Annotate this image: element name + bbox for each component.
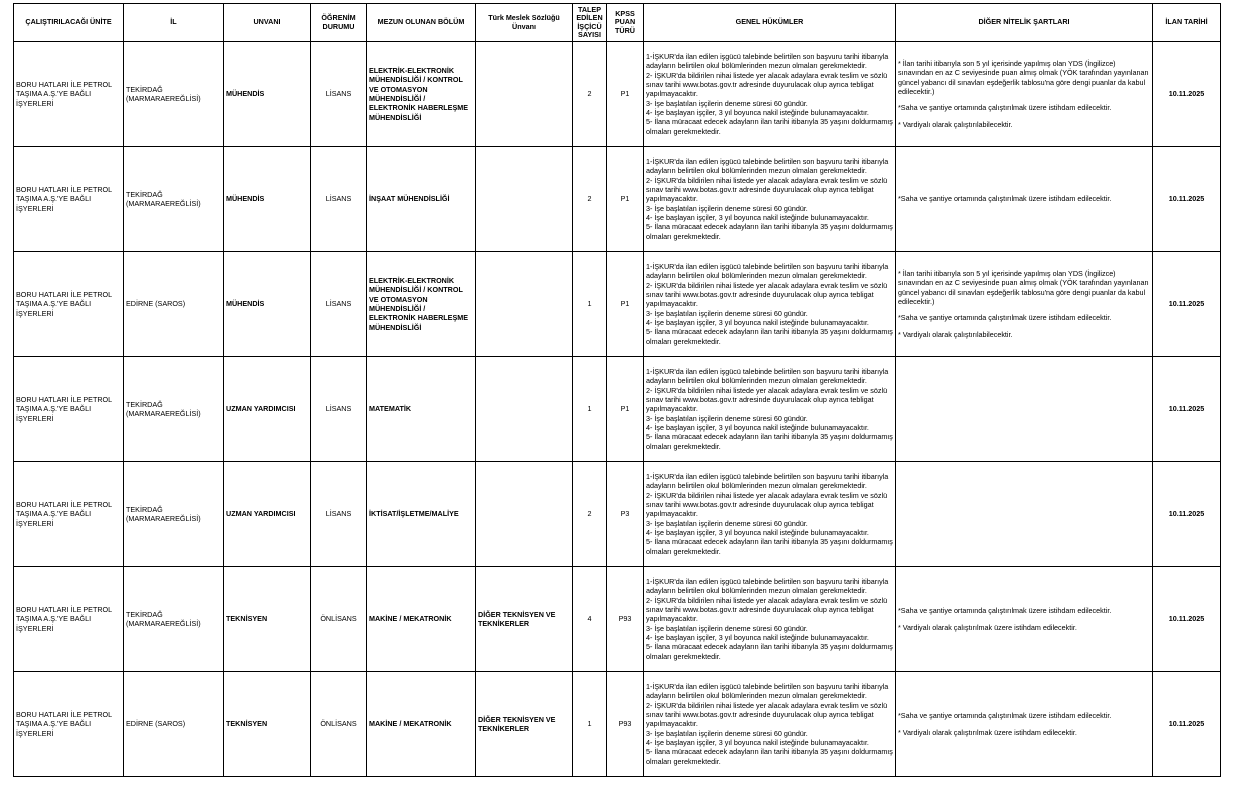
cell-kpss: P3: [607, 462, 644, 567]
general-rule: 1-İŞKUR'da ilan edilen işgücü talebinde belirtilen son başvuru tarihi itibarıyla adayların belirtilen okul bölümlerinden mezun olmaları gerekmektedir.: [646, 52, 889, 71]
general-rule: 4- İşe başlayan işçiler, 3 yıl boyunca nakil isteğinde bulunamayacaktır.: [646, 107, 869, 117]
general-rule: 2- İŞKUR'da bildirilen nihai listede yer alacak adaylara evrak teslim ve sözlü sınav tarihi www.botas.gov.tr adresinde duyurulacak olup ayrıca tebligat yapılmayacaktır.: [646, 490, 888, 519]
general-rule: 3- İşe başlatılan işçilerin deneme süresi 60 gündür.: [646, 308, 808, 318]
cell-education: LİSANS: [311, 462, 367, 567]
header-province: İL: [124, 4, 224, 42]
cell-profession: [476, 357, 573, 462]
table-row: [14, 252, 1221, 357]
header-profession: Türk Meslek Sözlüğü Ünvanı: [476, 4, 573, 42]
other-requirement: * Vardiyalı olarak çalıştırılmak üzere istihdam edilecektir.: [898, 622, 1077, 632]
table-row: [14, 42, 1221, 147]
general-rule: 5- İlana müracaat edecek adayların ilan tarihi itibarıyla 35 yaşını doldurmamış olmaları gerekmektedir.: [646, 327, 893, 346]
cell-demand: 2: [573, 462, 607, 567]
general-rule: 4- İşe başlayan işçiler, 3 yıl boyunca nakil isteğinde bulunamayacaktır.: [646, 737, 869, 747]
header-row: [14, 4, 1221, 42]
general-rule: 5- İlana müracaat edecek adayların ilan tarihi itibarıyla 35 yaşını doldurmamış olmaları gerekmektedir.: [646, 642, 893, 661]
cell-department: İKTİSAT/İŞLETME/MALİYE: [367, 462, 476, 567]
cell-kpss: P93: [607, 567, 644, 672]
cell-province: TEKİRDAĞ (MARMARAEREĞLİSİ): [124, 567, 224, 672]
cell-education: LİSANS: [311, 252, 367, 357]
cell-demand: 1: [573, 672, 607, 777]
cell-date: 10.11.2025: [1153, 252, 1221, 357]
job-listing-table: [13, 3, 1221, 777]
cell-demand: 4: [573, 567, 607, 672]
cell-title: UZMAN YARDIMCISI: [224, 462, 311, 567]
general-rule: 3- İşe başlatılan işçilerin deneme süresi 60 gündür.: [646, 623, 808, 633]
general-rule: 5- İlana müracaat edecek adayların ilan tarihi itibarıyla 35 yaşını doldurmamış olmaları gerekmektedir.: [646, 537, 893, 556]
cell-title: MÜHENDİS: [224, 252, 311, 357]
other-requirement: *Saha ve şantiye ortamında çalıştırılmak üzere istihdam edilecektir.: [898, 313, 1112, 323]
header-title: UNVANI: [224, 4, 311, 42]
general-rule: 1-İŞKUR'da ilan edilen işgücü talebinde belirtilen son başvuru tarihi itibarıyla adayların belirtilen okul bölümlerinden mezun olmaları gerekmektedir.: [646, 367, 889, 386]
cell-education: LİSANS: [311, 357, 367, 462]
cell-demand: 2: [573, 147, 607, 252]
cell-profession: [476, 147, 573, 252]
cell-other-requirements: [896, 42, 1153, 147]
cell-date: 10.11.2025: [1153, 357, 1221, 462]
other-requirement: *Saha ve şantiye ortamında çalıştırılmak üzere istihdam edilecektir.: [898, 606, 1112, 616]
cell-date: 10.11.2025: [1153, 147, 1221, 252]
cell-education: LİSANS: [311, 147, 367, 252]
cell-unit: BORU HATLARI İLE PETROL TAŞIMA A.Ş.'YE BAĞLI İŞYERLERİ: [14, 42, 124, 147]
cell-department: MAKİNE / MEKATRONİK: [367, 567, 476, 672]
table-row: [14, 672, 1221, 777]
cell-title: TEKNİSYEN: [224, 672, 311, 777]
cell-kpss: P93: [607, 672, 644, 777]
cell-kpss: P1: [607, 252, 644, 357]
other-requirement: * Vardiyalı olarak çalıştırılmak üzere istihdam edilecektir.: [898, 727, 1077, 737]
general-rule: 3- İşe başlatılan işçilerin deneme süresi 60 gündür.: [646, 728, 808, 738]
cell-other-requirements: [896, 357, 1153, 462]
header-department: MEZUN OLUNAN BÖLÜM: [367, 4, 476, 42]
cell-demand: 1: [573, 357, 607, 462]
cell-kpss: P1: [607, 147, 644, 252]
cell-demand: 1: [573, 252, 607, 357]
header-education: ÖĞRENİM DURUMU: [311, 4, 367, 42]
header-demand: TALEP EDİLEN İŞÇİCÜ SAYISI: [573, 4, 607, 42]
cell-unit: BORU HATLARI İLE PETROL TAŞIMA A.Ş.'YE BAĞLI İŞYERLERİ: [14, 252, 124, 357]
other-requirement: * Vardiyalı olarak çalıştırılabilecektir.: [898, 119, 1013, 129]
cell-department: ELEKTRİK-ELEKTRONİK MÜHENDİSLİĞİ / KONTROL VE OTOMASYON MÜHENDİSLİĞİ / ELEKTRONİK HABERLEŞME MÜHENDİSLİĞİ: [367, 252, 476, 357]
general-rule: 2- İŞKUR'da bildirilen nihai listede yer alacak adaylara evrak teslim ve sözlü sınav tarihi www.botas.gov.tr adresinde duyurulacak olup ayrıca tebligat yapılmayacaktır.: [646, 280, 888, 309]
cell-department: MAKİNE / MEKATRONİK: [367, 672, 476, 777]
header-date: İLAN TARİHİ: [1153, 4, 1221, 42]
cell-department: İNŞAAT MÜHENDİSLİĞİ: [367, 147, 476, 252]
cell-profession: [476, 462, 573, 567]
cell-title: UZMAN YARDIMCISI: [224, 357, 311, 462]
other-requirement: * İlan tarihi itibarıyla son 5 yıl içerisinde yapılmış olan YDS (İngilizce) sınavından en az C seviyesinde puan almış olmak (YÖK tarafından yayınlanan güncel yabancı dil sınavları eşdeğerlik tablosu'na göre dengi puanlar da kabul edilecektir.): [898, 59, 1149, 96]
general-rule: 2- İŞKUR'da bildirilen nihai listede yer alacak adaylara evrak teslim ve sözlü sınav tarihi www.botas.gov.tr adresinde duyurulacak olup ayrıca tebligat yapılmayacaktır.: [646, 70, 888, 99]
cell-province: EDİRNE (SAROS): [124, 252, 224, 357]
cell-title: MÜHENDİS: [224, 42, 311, 147]
general-rule: 5- İlana müracaat edecek adayların ilan tarihi itibarıyla 35 yaşını doldurmamış olmaları gerekmektedir.: [646, 222, 893, 241]
general-rule: 3- İşe başlatılan işçilerin deneme süresi 60 gündür.: [646, 98, 808, 108]
cell-general-rules: [644, 252, 896, 357]
cell-unit: BORU HATLARI İLE PETROL TAŞIMA A.Ş.'YE BAĞLI İŞYERLERİ: [14, 147, 124, 252]
cell-demand: 2: [573, 42, 607, 147]
cell-education: ÖNLİSANS: [311, 567, 367, 672]
general-rule: 4- İşe başlayan işçiler, 3 yıl boyunca nakil isteğinde bulunamayacaktır.: [646, 317, 869, 327]
header-general: GENEL HÜKÜMLER: [644, 4, 896, 42]
general-rule: 2- İŞKUR'da bildirilen nihai listede yer alacak adaylara evrak teslim ve sözlü sınav tarihi www.botas.gov.tr adresinde duyurulacak olup ayrıca tebligat yapılmayacaktır.: [646, 595, 888, 624]
cell-general-rules: [644, 462, 896, 567]
cell-profession: [476, 252, 573, 357]
cell-province: TEKİRDAĞ (MARMARAEREĞLİSİ): [124, 357, 224, 462]
table-row: [14, 567, 1221, 672]
general-rule: 2- İŞKUR'da bildirilen nihai listede yer alacak adaylara evrak teslim ve sözlü sınav tarihi www.botas.gov.tr adresinde duyurulacak olup ayrıca tebligat yapılmayacaktır.: [646, 385, 888, 414]
general-rule: 1-İŞKUR'da ilan edilen işgücü talebinde belirtilen son başvuru tarihi itibarıyla adayların belirtilen okul bölümlerinden mezun olmaları gerekmektedir.: [646, 682, 889, 701]
general-rule: 5- İlana müracaat edecek adayların ilan tarihi itibarıyla 35 yaşını doldurmamış olmaları gerekmektedir.: [646, 432, 893, 451]
table-body: [14, 42, 1221, 777]
table-row: [14, 462, 1221, 567]
cell-date: 10.11.2025: [1153, 462, 1221, 567]
cell-other-requirements: [896, 672, 1153, 777]
cell-date: 10.11.2025: [1153, 567, 1221, 672]
cell-unit: BORU HATLARI İLE PETROL TAŞIMA A.Ş.'YE BAĞLI İŞYERLERİ: [14, 357, 124, 462]
header-unit: ÇALIŞTIRILACAĞI ÜNİTE: [14, 4, 124, 42]
cell-title: MÜHENDİS: [224, 147, 311, 252]
other-requirement: * Vardiyalı olarak çalıştırılabilecektir.: [898, 329, 1013, 339]
other-requirement: *Saha ve şantiye ortamında çalıştırılmak üzere istihdam edilecektir.: [898, 103, 1112, 113]
cell-title: TEKNİSYEN: [224, 567, 311, 672]
cell-kpss: P1: [607, 357, 644, 462]
cell-department: ELEKTRİK-ELEKTRONİK MÜHENDİSLİĞİ / KONTROL VE OTOMASYON MÜHENDİSLİĞİ / ELEKTRONİK HABERLEŞME MÜHENDİSLİĞİ: [367, 42, 476, 147]
general-rule: 3- İşe başlatılan işçilerin deneme süresi 60 gündür.: [646, 413, 808, 423]
cell-province: TEKİRDAĞ (MARMARAEREĞLİSİ): [124, 147, 224, 252]
general-rule: 4- İşe başlayan işçiler, 3 yıl boyunca nakil isteğinde bulunamayacaktır.: [646, 212, 869, 222]
cell-profession: [476, 42, 573, 147]
other-requirement: *Saha ve şantiye ortamında çalıştırılmak üzere istihdam edilecektir.: [898, 711, 1112, 721]
cell-general-rules: [644, 147, 896, 252]
general-rule: 2- İŞKUR'da bildirilen nihai listede yer alacak adaylara evrak teslim ve sözlü sınav tarihi www.botas.gov.tr adresinde duyurulacak olup ayrıca tebligat yapılmayacaktır.: [646, 175, 888, 204]
cell-unit: BORU HATLARI İLE PETROL TAŞIMA A.Ş.'YE BAĞLI İŞYERLERİ: [14, 672, 124, 777]
cell-other-requirements: [896, 147, 1153, 252]
other-requirement: * İlan tarihi itibarıyla son 5 yıl içerisinde yapılmış olan YDS (İngilizce) sınavından en az C seviyesinde puan almış olmak (YÖK tarafından yayınlanan güncel yabancı dil sınavları eşdeğerlik tablosu'na göre dengi puanlar da kabul edilecektir.): [898, 269, 1149, 306]
general-rule: 4- İşe başlayan işçiler, 3 yıl boyunca nakil isteğinde bulunamayacaktır.: [646, 527, 869, 537]
general-rule: 5- İlana müracaat edecek adayların ilan tarihi itibarıyla 35 yaşını doldurmamış olmaları gerekmektedir.: [646, 747, 893, 766]
cell-unit: BORU HATLARI İLE PETROL TAŞIMA A.Ş.'YE BAĞLI İŞYERLERİ: [14, 462, 124, 567]
cell-other-requirements: [896, 252, 1153, 357]
table-row: [14, 357, 1221, 462]
cell-kpss: P1: [607, 42, 644, 147]
general-rule: 1-İŞKUR'da ilan edilen işgücü talebinde belirtilen son başvuru tarihi itibarıyla adayların belirtilen okul bölümlerinden mezun olmaları gerekmektedir.: [646, 157, 889, 176]
cell-education: ÖNLİSANS: [311, 672, 367, 777]
cell-province: TEKİRDAĞ (MARMARAEREĞLİSİ): [124, 462, 224, 567]
general-rule: 1-İŞKUR'da ilan edilen işgücü talebinde belirtilen son başvuru tarihi itibarıyla adayların belirtilen okul bölümlerinden mezun olmaları gerekmektedir.: [646, 262, 889, 281]
cell-profession: DİĞER TEKNİSYEN VE TEKNİKERLER: [476, 567, 573, 672]
cell-date: 10.11.2025: [1153, 672, 1221, 777]
cell-province: TEKİRDAĞ (MARMARAEREĞLİSİ): [124, 42, 224, 147]
cell-general-rules: [644, 567, 896, 672]
table-row: [14, 147, 1221, 252]
header-kpss: KPSS PUAN TÜRÜ: [607, 4, 644, 42]
general-rule: 2- İŞKUR'da bildirilen nihai listede yer alacak adaylara evrak teslim ve sözlü sınav tarihi www.botas.gov.tr adresinde duyurulacak olup ayrıca tebligat yapılmayacaktır.: [646, 700, 888, 729]
cell-province: EDİRNE (SAROS): [124, 672, 224, 777]
general-rule: 1-İŞKUR'da ilan edilen işgücü talebinde belirtilen son başvuru tarihi itibarıyla adayların belirtilen okul bölümlerinden mezun olmaları gerekmektedir.: [646, 577, 889, 596]
cell-general-rules: [644, 672, 896, 777]
cell-unit: BORU HATLARI İLE PETROL TAŞIMA A.Ş.'YE BAĞLI İŞYERLERİ: [14, 567, 124, 672]
general-rule: 3- İşe başlatılan işçilerin deneme süresi 60 gündür.: [646, 203, 808, 213]
cell-other-requirements: [896, 462, 1153, 567]
header-other: DİĞER NİTELİK ŞARTLARI: [896, 4, 1153, 42]
cell-date: 10.11.2025: [1153, 42, 1221, 147]
general-rule: 1-İŞKUR'da ilan edilen işgücü talebinde belirtilen son başvuru tarihi itibarıyla adayların belirtilen okul bölümlerinden mezun olmaları gerekmektedir.: [646, 472, 889, 491]
cell-profession: DİĞER TEKNİSYEN VE TEKNİKERLER: [476, 672, 573, 777]
other-requirement: *Saha ve şantiye ortamında çalıştırılmak üzere istihdam edilecektir.: [898, 194, 1112, 204]
general-rule: 3- İşe başlatılan işçilerin deneme süresi 60 gündür.: [646, 518, 808, 528]
general-rule: 5- İlana müracaat edecek adayların ilan tarihi itibarıyla 35 yaşını doldurmamış olmaları gerekmektedir.: [646, 117, 893, 136]
cell-education: LİSANS: [311, 42, 367, 147]
general-rule: 4- İşe başlayan işçiler, 3 yıl boyunca nakil isteğinde bulunamayacaktır.: [646, 632, 869, 642]
cell-department: MATEMATİK: [367, 357, 476, 462]
cell-general-rules: [644, 42, 896, 147]
general-rule: 4- İşe başlayan işçiler, 3 yıl boyunca nakil isteğinde bulunamayacaktır.: [646, 422, 869, 432]
cell-other-requirements: [896, 567, 1153, 672]
cell-general-rules: [644, 357, 896, 462]
